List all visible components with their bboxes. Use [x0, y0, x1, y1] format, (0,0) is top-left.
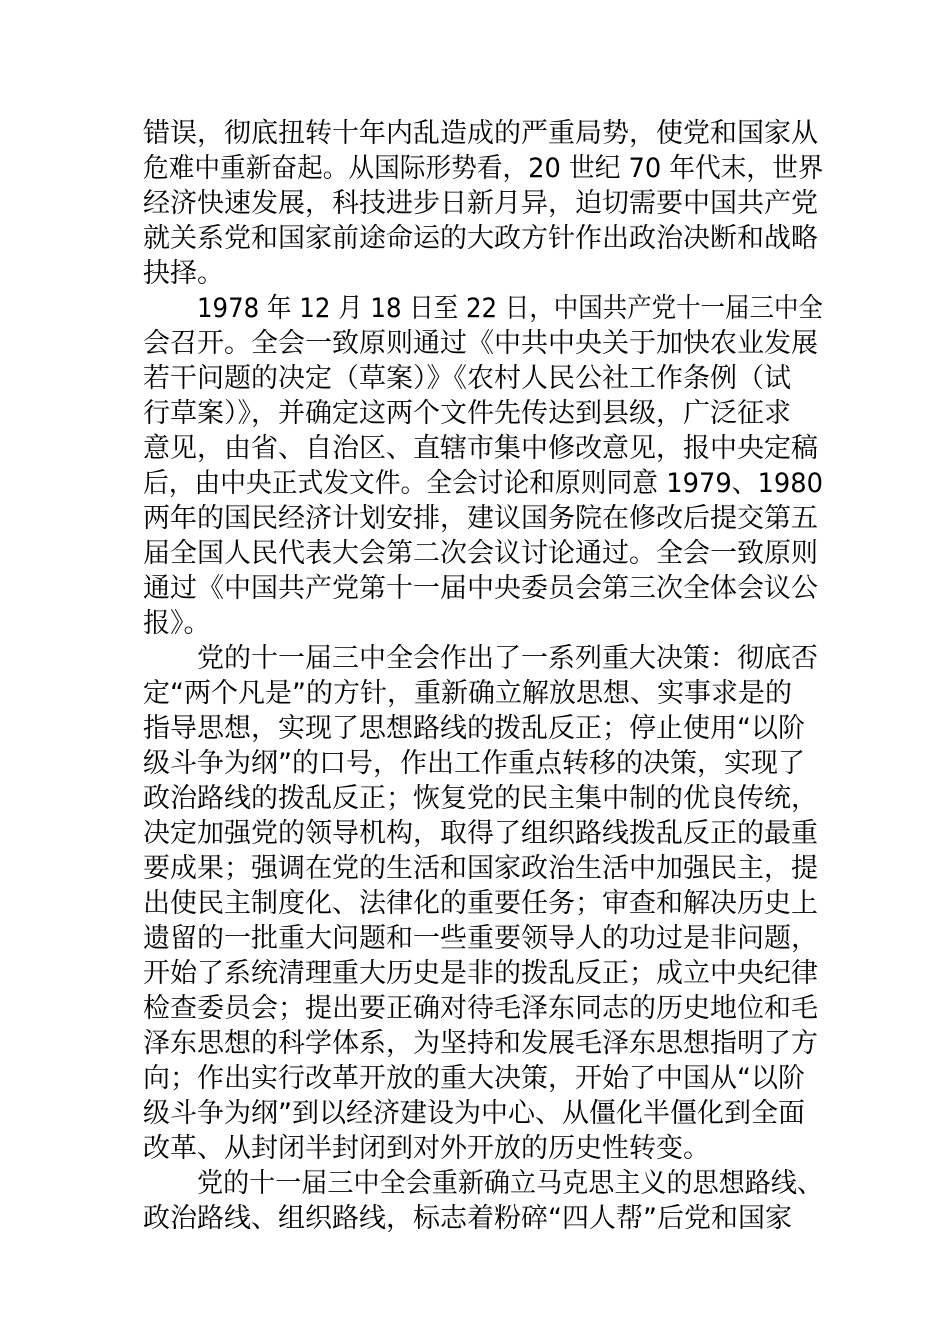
- paragraph-first-line: 党的十一届三中全会作出了一系列重大决策：彻底否: [197, 643, 818, 674]
- text-line: 遗留的一批重大问题和一些重要领导人的功过是非问题，: [143, 923, 818, 954]
- text-line: 向；作出实行改革开放的重大决策，开始了中国从“以阶: [143, 1063, 805, 1094]
- text-line: 行草案）》，并确定这两个文件先传达到县级，广泛征求: [143, 398, 791, 429]
- text-line: 泽东思想的科学体系，为坚持和发展毛泽东思想指明了方: [143, 1028, 818, 1059]
- text-line: 届全国人民代表大会第二次会议讨论通过。全会一致原则: [143, 538, 818, 569]
- paragraph-first-line: 党的十一届三中全会重新确立马克思主义的思想路线、: [197, 1168, 823, 1199]
- text-line: 抉择。: [143, 258, 224, 289]
- text-line: 开始了系统清理重大历史是非的拨乱反正；成立中央纪律: [143, 958, 818, 989]
- text-line: 后，由中央正式发文件。全会讨论和原则同意 1979、1980: [143, 468, 824, 499]
- text-line: 要成果；强调在党的生活和国家政治生活中加强民主，提: [143, 853, 818, 884]
- text-line: 若干问题的决定（草案）》《农村人民公社工作条例（试: [143, 363, 791, 394]
- text-line: 就关系党和国家前途命运的大政方针作出政治决断和战略: [143, 223, 818, 254]
- text-line: 经济快速发展，科技进步日新月异，迫切需要中国共产党: [143, 188, 818, 219]
- text-line: 政治路线的拨乱反正；恢复党的民主集中制的优良传统，: [143, 783, 818, 814]
- text-line: 定“两个凡是”的方针，重新确立解放思想、实事求是的: [143, 678, 792, 709]
- text-line: 报》。: [143, 608, 211, 639]
- text-line: 出使民主制度化、法律化的重要任务；审查和解决历史上: [143, 888, 818, 919]
- text-line: 意见，由省、自治区、直辖市集中修改意见，报中央定稿: [143, 433, 818, 464]
- text-line: 政治路线、组织路线，标志着粉碎“四人帮”后党和国家: [143, 1203, 792, 1234]
- text-line: 级斗争为纲”到以经济建设为中心、从僵化半僵化到全面: [143, 1098, 805, 1129]
- text-line: 指导思想，实现了思想路线的拨乱反正；停止使用“以阶: [143, 713, 805, 744]
- text-line: 通过《中国共产党第十一届中央委员会第三次全体会议公: [143, 573, 818, 604]
- text-line: 两年的国民经济计划安排，建议国务院在修改后提交第五: [143, 503, 818, 534]
- text-line: 检查委员会；提出要正确对待毛泽东同志的历史地位和毛: [143, 993, 818, 1024]
- text-line: 危难中重新奋起。从国际形势看，20 世纪 70 年代末，世界: [143, 153, 824, 184]
- text-line: 级斗争为纲”的口号，作出工作重点转移的决策，实现了: [143, 748, 805, 779]
- text-line: 错误，彻底扭转十年内乱造成的严重局势，使党和国家从: [143, 118, 818, 149]
- text-line: 会召开。全会一致原则通过《中共中央关于加快农业发展: [143, 328, 818, 359]
- text-line: 改革、从封闭半封闭到对外开放的历史性转变。: [143, 1133, 710, 1164]
- text-line: 决定加强党的领导机构，取得了组织路线拨乱反正的最重: [143, 818, 818, 849]
- paragraph-first-line: 1978 年 12 月 18 日至 22 日，中国共产党十一届三中全: [197, 293, 823, 324]
